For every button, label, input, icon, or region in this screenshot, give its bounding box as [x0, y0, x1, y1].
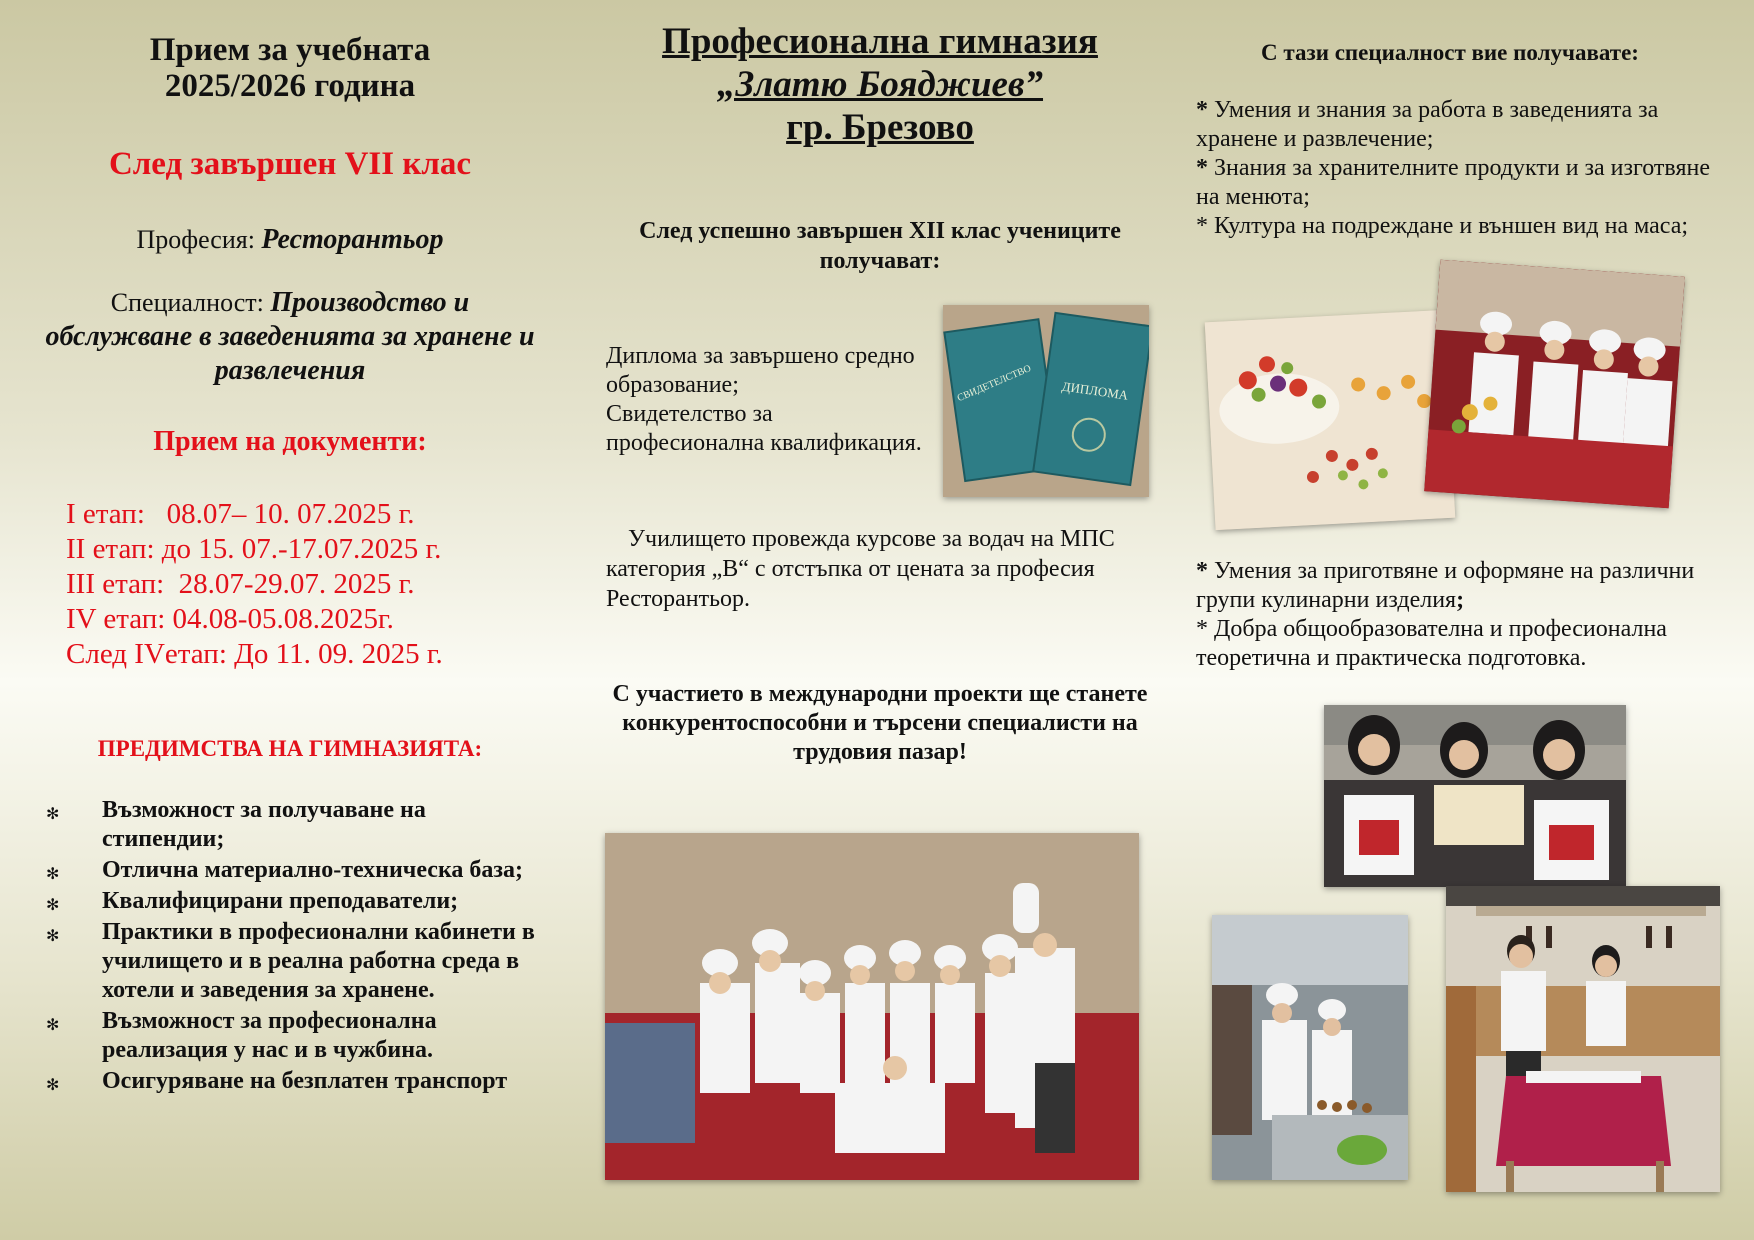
- buffet-food-photo: [1205, 310, 1456, 530]
- asterisk-bullet-icon: ✻: [46, 1077, 60, 1094]
- school-name-line1: Професионална гимназия: [662, 21, 1098, 62]
- stage-item: II етап: до 15. 07.-17.07.2025 г.: [66, 533, 442, 565]
- documents-heading: Прием на документи:: [153, 426, 427, 457]
- advantage-item: ✻ Възможност за професионална реализация у нас и в чужбина.: [46, 1008, 437, 1063]
- advantages-heading: ПРЕДИМСТВА НА ГИМНАЗИЯТА:: [97, 736, 483, 761]
- asterisk-icon: *: [1196, 616, 1208, 642]
- students-group-photo: [605, 833, 1139, 1180]
- school-town: гр. Брезово: [786, 107, 974, 148]
- advantage-item: ✻ Осигуряване на безплатен транспорт: [40, 1067, 540, 1096]
- skills-list-a: [1196, 96, 1716, 241]
- stage-item: III етап: 28.07-29.07. 2025 г.: [66, 568, 415, 600]
- admission-title: Прием за учебната 2025/2026 година: [149, 32, 431, 104]
- benefits-heading: С тази специалност вие получавате:: [1261, 40, 1639, 65]
- diploma-photo: [943, 305, 1149, 497]
- profession-line: [40, 224, 540, 256]
- skill-item: * Знания за хранителните продукти и за изготвяне на менюта;: [1196, 155, 1710, 210]
- asterisk-bullet-icon: ✻: [46, 806, 60, 823]
- graduation-heading: След успешно завършен XII клас учениците получават:: [639, 218, 1121, 274]
- skills-list-b: [1196, 557, 1716, 673]
- international-projects-text: С участието в международни проекти ще станете конкурентоспособни и търсени специалисти на трудовия пазар!: [612, 681, 1148, 765]
- asterisk-icon: *: [1196, 213, 1208, 239]
- specialty-label: Специалност:: [110, 288, 271, 317]
- stages-list: [66, 497, 546, 672]
- asterisk-bullet-icon: ✻: [46, 928, 60, 945]
- advantages-list: [40, 796, 540, 1098]
- stage-item: IV етап: 04.08-05.08.2025г.: [66, 603, 394, 635]
- driving-course-text: Училището провежда курсове за водач на МПС категория „В“ с отстъпка от цената за професия Ресторантьор.: [606, 526, 1115, 612]
- asterisk-bullet-icon: ✻: [46, 897, 60, 914]
- skill-item: * Умения и знания за работа в заведенията за хранене и развлечение;: [1196, 97, 1659, 152]
- asterisk-icon: *: [1196, 155, 1208, 181]
- certificate-students-photo: [1324, 705, 1626, 887]
- profession-value: Ресторантьор: [261, 224, 444, 255]
- asterisk-bullet-icon: ✻: [46, 1017, 60, 1034]
- after-class-heading: След завършен VII клас: [108, 146, 472, 182]
- skill-item: * Култура на подреждане и външен вид на маса;: [1196, 213, 1689, 239]
- skill-item: * Добра общообразователна и професионална теоретична и практическа подготовка.: [1196, 616, 1667, 671]
- specialty-value: Производство и обслужване в заведенията за хранене и развлечения: [45, 287, 535, 386]
- specialty-line: [40, 286, 540, 388]
- advantage-item: ✻ Практики в професионални кабинети в училището и в реална работна среда в хотели и заведения за хранене.: [46, 919, 535, 1003]
- diploma-book-label: ДИПЛОМА: [1060, 378, 1130, 403]
- profession-label: Професия:: [136, 225, 262, 254]
- asterisk-icon: *: [1196, 97, 1208, 123]
- school-name-line2: „Златю Бояджиев”: [716, 64, 1044, 105]
- school-name: [590, 20, 1170, 149]
- stage-item: I етап: 08.07– 10. 07.2025 г.: [66, 498, 415, 530]
- advantage-item: ✻ Отлична материално-техническа база;: [40, 856, 540, 885]
- asterisk-bullet-icon: ✻: [46, 866, 60, 883]
- skill-item: * Умения за приготвяне и оформяне на различни групи кулинарни изделия;: [1196, 558, 1695, 613]
- stage-item: След IVетап: До 11. 09. 2025 г.: [66, 638, 443, 670]
- team-at-table-photo: [1424, 260, 1685, 509]
- kitchen-cooking-photo: [1212, 915, 1408, 1180]
- advantage-item: ✻ Възможност за получаване на стипендии;: [46, 797, 426, 852]
- certificate-book-label: СВИДЕТЕЛСТВО: [955, 363, 1033, 405]
- wine-service-photo: [1446, 886, 1720, 1192]
- advantage-item: ✻ Квалифицирани преподаватели;: [40, 887, 540, 916]
- asterisk-icon: *: [1196, 558, 1208, 584]
- diploma-text: Диплома за завършено средно образование; Свидетелство за професионална квалификация.: [606, 343, 922, 456]
